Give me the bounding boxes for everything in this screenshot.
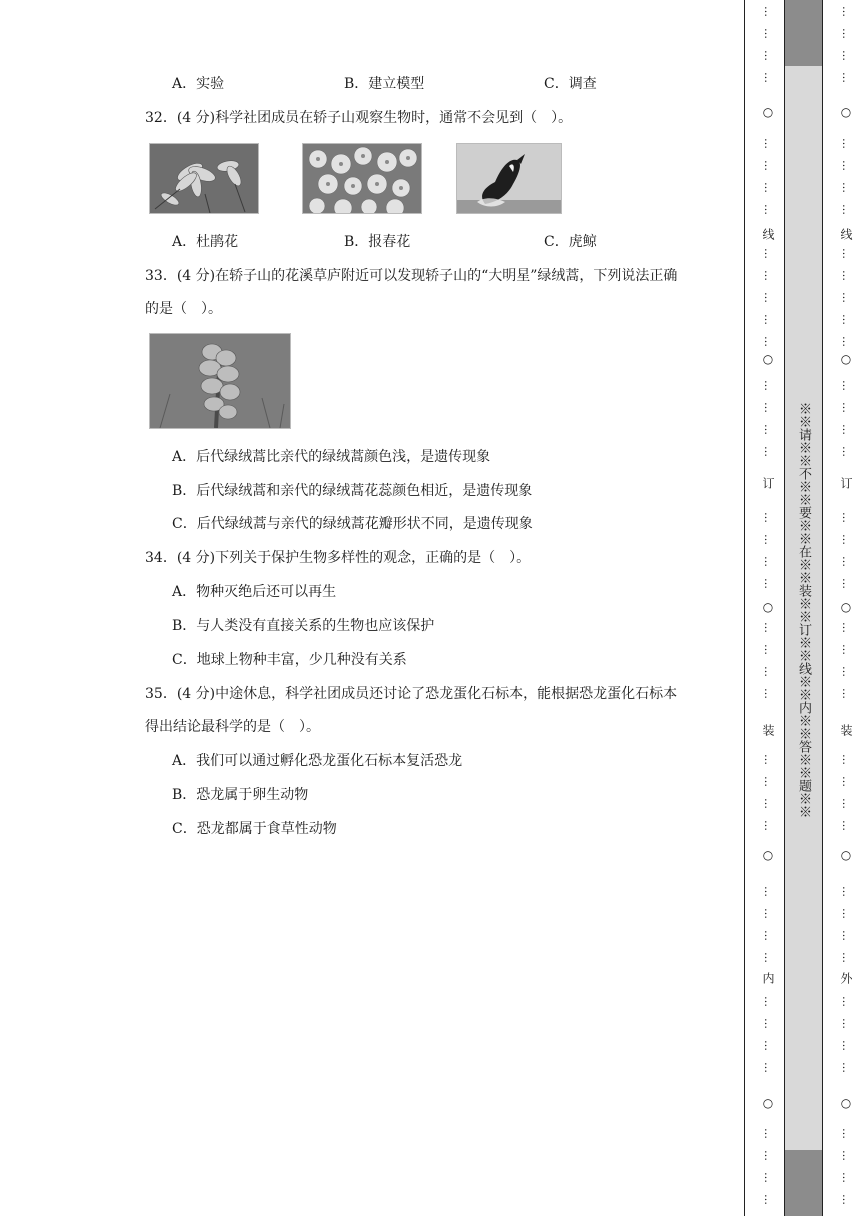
q35-option-c: C．恐龙都属于食草性动物 — [172, 821, 337, 837]
binding-dot-separator: … — [840, 424, 853, 435]
binding-dark-block-bottom — [784, 1150, 822, 1216]
binding-dot-separator: … — [840, 336, 853, 347]
binding-dot-separator: … — [762, 182, 775, 193]
binding-dot-separator: … — [762, 1194, 775, 1205]
primrose-photo — [302, 143, 422, 214]
binding-dot-separator: … — [840, 996, 853, 1007]
q31-option-b: B．建立模型 — [344, 76, 425, 92]
binding-dot-separator: … — [762, 578, 775, 589]
binding-dot-separator: … — [762, 622, 775, 633]
binding-dot-separator: … — [762, 380, 775, 391]
binding-dot-separator: … — [762, 160, 775, 171]
binding-dot-separator: … — [762, 1128, 775, 1139]
binding-dot-separator: … — [840, 380, 853, 391]
q33-stem-line2: 的是（ ）。 — [145, 301, 222, 317]
binding-dot-separator: … — [840, 754, 853, 765]
meconopsis-photo — [149, 333, 291, 429]
binding-dot-separator: … — [840, 886, 853, 897]
binding-dot-separator: … — [840, 1150, 853, 1161]
binding-dot-separator: … — [762, 776, 775, 787]
binding-dot-separator: … — [762, 138, 775, 149]
binding-dot-separator: … — [762, 556, 775, 567]
binding-dot-separator: … — [762, 204, 775, 215]
binding-dot-separator: … — [762, 1040, 775, 1051]
q35-option-b: B．恐龙属于卵生动物 — [172, 787, 309, 803]
binding-circle-mark: ○ — [839, 352, 853, 366]
binding-dot-separator: … — [840, 534, 853, 545]
binding-circle-mark: ○ — [839, 848, 853, 862]
binding-dot-separator: … — [840, 930, 853, 941]
q32-option-a: A．杜鹃花 — [172, 234, 239, 250]
binding-dot-separator: … — [840, 270, 853, 281]
binding-circle-mark: ○ — [839, 600, 853, 614]
binding-outer-column — [833, 0, 853, 1216]
q35-stem-line1: 35．(4 分)中途休息，科学社团成员还讨论了恐龙蛋化石标本，能根据恐龙蛋化石标本 — [145, 686, 678, 702]
binding-label-xian: 线 — [761, 228, 775, 240]
orca-photo — [456, 143, 562, 214]
binding-circle-mark: ○ — [761, 105, 775, 119]
binding-dot-separator: … — [762, 1018, 775, 1029]
binding-dot-separator: … — [762, 248, 775, 259]
binding-dot-separator: … — [840, 622, 853, 633]
q33-stem-line1: 33．(4 分)在轿子山的花溪草庐附近可以发现轿子山的“大明星”绿绒蒿，下列说法正确 — [145, 268, 678, 284]
binding-label-wai: 外 — [839, 972, 853, 984]
q35-stem-line2: 得出结论最科学的是（ ）。 — [145, 719, 320, 735]
binding-dot-separator: … — [840, 820, 853, 831]
binding-dot-separator: … — [840, 28, 853, 39]
binding-dot-separator: … — [840, 512, 853, 523]
binding-dot-separator: … — [840, 1018, 853, 1029]
binding-label-zhuang: 装 — [839, 724, 853, 736]
binding-dot-separator: … — [762, 270, 775, 281]
binding-dot-separator: … — [840, 1194, 853, 1205]
q31-option-c: C．调查 — [544, 76, 597, 92]
binding-dot-separator: … — [840, 292, 853, 303]
azalea-photo — [149, 143, 259, 214]
binding-dot-separator: … — [840, 556, 853, 567]
binding-dot-separator: … — [762, 820, 775, 831]
binding-dot-separator: … — [840, 908, 853, 919]
binding-dot-separator: … — [762, 644, 775, 655]
binding-label-nei: 内 — [761, 972, 775, 984]
q33-option-c: C．后代绿绒蒿与亲代的绿绒蒿花瓣形状不同，是遗传现象 — [172, 516, 533, 532]
q34-option-a: A．物种灭绝后还可以再生 — [172, 584, 337, 600]
q34-option-b: B．与人类没有直接关系的生物也应该保护 — [172, 618, 435, 634]
binding-dot-separator: … — [762, 952, 775, 963]
binding-dot-separator: … — [840, 644, 853, 655]
binding-label-ding: 订 — [839, 477, 853, 489]
binding-inner-column — [755, 0, 775, 1216]
binding-dot-separator: … — [840, 402, 853, 413]
q32-stem: 32．(4 分)科学社团成员在轿子山观察生物时，通常不会见到（ ）。 — [145, 110, 573, 126]
binding-dot-separator: … — [840, 248, 853, 259]
binding-dot-separator: … — [840, 1062, 853, 1073]
binding-dot-separator: … — [840, 446, 853, 457]
binding-dot-separator: … — [840, 72, 853, 83]
binding-dot-separator: … — [840, 50, 853, 61]
q34-option-c: C．地球上物种丰富，少几种没有关系 — [172, 652, 407, 668]
binding-dot-separator: … — [762, 996, 775, 1007]
q33-option-a: A．后代绿绒蒿比亲代的绿绒蒿颜色浅，是遗传现象 — [172, 449, 491, 465]
binding-circle-mark: ○ — [761, 848, 775, 862]
binding-dot-separator: … — [840, 1128, 853, 1139]
binding-dot-separator: … — [762, 1150, 775, 1161]
binding-dot-separator: … — [840, 688, 853, 699]
binding-dot-separator: … — [762, 6, 775, 17]
binding-dot-separator: … — [840, 6, 853, 17]
binding-circle-mark: ○ — [761, 352, 775, 366]
binding-warning-text: ※※请※※不※※要※※在※※装※※订※※线※※内※※答※※题※※ — [796, 402, 811, 818]
binding-dot-separator: … — [840, 666, 853, 677]
binding-dot-separator: … — [840, 160, 853, 171]
binding-label-ding: 订 — [761, 477, 775, 489]
binding-dot-separator: … — [840, 314, 853, 325]
q33-option-b: B．后代绿绒蒿和亲代的绿绒蒿花蕊颜色相近，是遗传现象 — [172, 483, 533, 499]
binding-circle-mark: ○ — [839, 105, 853, 119]
binding-dot-separator: … — [762, 28, 775, 39]
binding-dot-separator: … — [840, 138, 853, 149]
binding-dot-separator: … — [762, 908, 775, 919]
binding-dark-block-top — [784, 0, 822, 66]
binding-dot-separator: … — [762, 402, 775, 413]
binding-dot-separator: … — [762, 424, 775, 435]
binding-dot-separator: … — [762, 930, 775, 941]
binding-dot-separator: … — [762, 72, 775, 83]
binding-dot-separator: … — [840, 1040, 853, 1051]
binding-dot-separator: … — [762, 292, 775, 303]
binding-dot-separator: … — [762, 666, 775, 677]
binding-dot-separator: … — [840, 952, 853, 963]
binding-dot-separator: … — [762, 886, 775, 897]
q31-option-a: A．实验 — [172, 76, 225, 92]
binding-dot-separator: … — [762, 688, 775, 699]
binding-circle-mark: ○ — [761, 1096, 775, 1110]
q35-option-a: A．我们可以通过孵化恐龙蛋化石标本复活恐龙 — [172, 753, 463, 769]
binding-dot-separator: … — [762, 336, 775, 347]
binding-dot-separator: … — [762, 50, 775, 61]
binding-dot-separator: … — [762, 754, 775, 765]
binding-dot-separator: … — [762, 314, 775, 325]
q32-option-c: C．虎鲸 — [544, 234, 597, 250]
binding-label-zhuang: 装 — [761, 724, 775, 736]
binding-border-outer — [822, 0, 823, 1216]
binding-dot-separator: … — [762, 1172, 775, 1183]
binding-dot-separator: … — [762, 446, 775, 457]
binding-dot-separator: … — [762, 798, 775, 809]
binding-dot-separator: … — [840, 204, 853, 215]
binding-label-xian: 线 — [839, 228, 853, 240]
binding-border-left — [744, 0, 745, 1216]
binding-dot-separator: … — [762, 534, 775, 545]
binding-circle-mark: ○ — [761, 600, 775, 614]
binding-dot-separator: … — [840, 1172, 853, 1183]
binding-dot-separator: … — [762, 512, 775, 523]
q34-stem: 34．(4 分)下列关于保护生物多样性的观念，正确的是（ ）。 — [145, 550, 531, 566]
binding-dot-separator: … — [762, 1062, 775, 1073]
q32-option-b: B．报春花 — [344, 234, 411, 250]
binding-dot-separator: … — [840, 578, 853, 589]
binding-dot-separator: … — [840, 776, 853, 787]
binding-dot-separator: … — [840, 182, 853, 193]
binding-dot-separator: … — [840, 798, 853, 809]
binding-circle-mark: ○ — [839, 1096, 853, 1110]
